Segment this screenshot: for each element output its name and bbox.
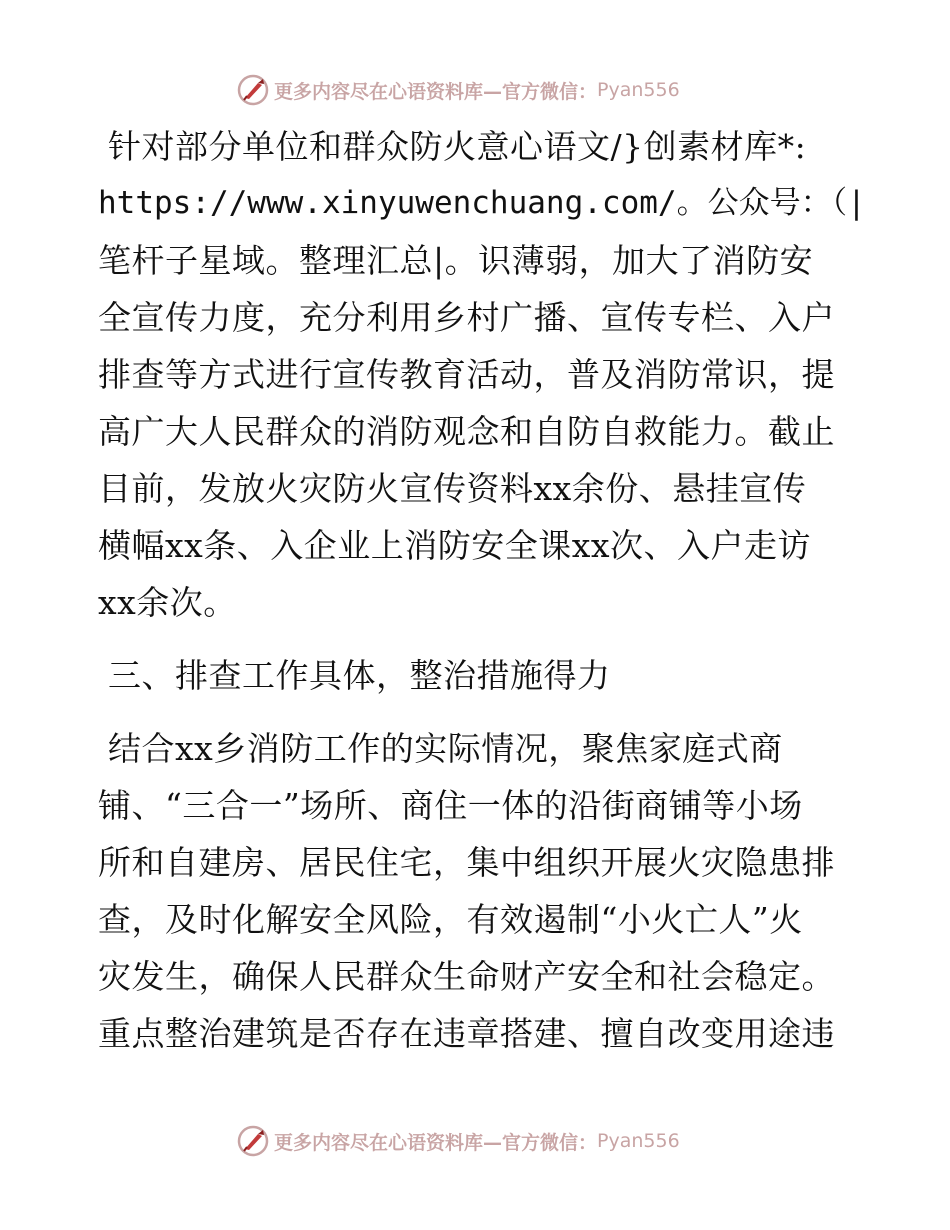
paragraph1-line-6: 高广大人民群众的消防观念和自防自救能力。截止 [98,412,835,451]
paragraph2-line-2: 铺、“三合一”场所、商住一体的沿街商铺等小场 [98,786,803,825]
document-body [98,118,866,1062]
paragraph1-line-3: 笔杆子星域。整理汇总|。识薄弱，加大了消防安 [98,241,814,280]
paragraph2-line-5: 灾发生，确保人民群众生命财产安全和社会稳定。 [98,957,835,996]
paragraph1-line-1: 针对部分单位和群众防火意心语文/}创素材库*: [108,127,807,166]
quill-logo-icon [236,1124,270,1158]
watermark-handle: Pyan556 [597,1130,680,1152]
section-heading: 三、排查工作具体，整治措施得力 [108,656,611,695]
watermark-text: 更多内容尽在心语资料库—官方微信： [274,1131,598,1154]
paragraph1-line-4: 全宣传力度，充分利用乡村广播、宣传专栏、入户 [98,298,835,337]
paragraph1-line-7: 目前，发放火灾防火宣传资料xx余份、悬挂宣传 [98,469,807,508]
watermark-text: 更多内容尽在心语资料库—官方微信： [274,80,598,103]
footer-watermark [236,1124,680,1158]
header-watermark [236,73,680,107]
paragraph2-line-1: 结合xx乡消防工作的实际情况，聚焦家庭式商 [108,729,783,768]
paragraph2-line-4: 查，及时化解安全风险，有效遏制“小火亡人”火 [98,900,803,939]
watermark-handle: Pyan556 [597,79,680,101]
paragraph1-line-8: 横幅xx条、入企业上消防安全课xx次、入户走访 [98,526,811,565]
paragraph1-line-9: xx余次。 [98,583,237,622]
paragraph2-line-6: 重点整治建筑是否存在违章搭建、擅自改变用途违 [98,1014,835,1053]
paragraph1-line-2: https://www.xinyuwenchuang.com/。公众号：（| [98,185,866,221]
paragraph2-line-3: 所和自建房、居民住宅，集中组织开展火灾隐患排 [98,843,835,882]
paragraph1-line-5: 排查等方式进行宣传教育活动，普及消防常识，提 [98,355,835,394]
quill-logo-icon [236,73,270,107]
